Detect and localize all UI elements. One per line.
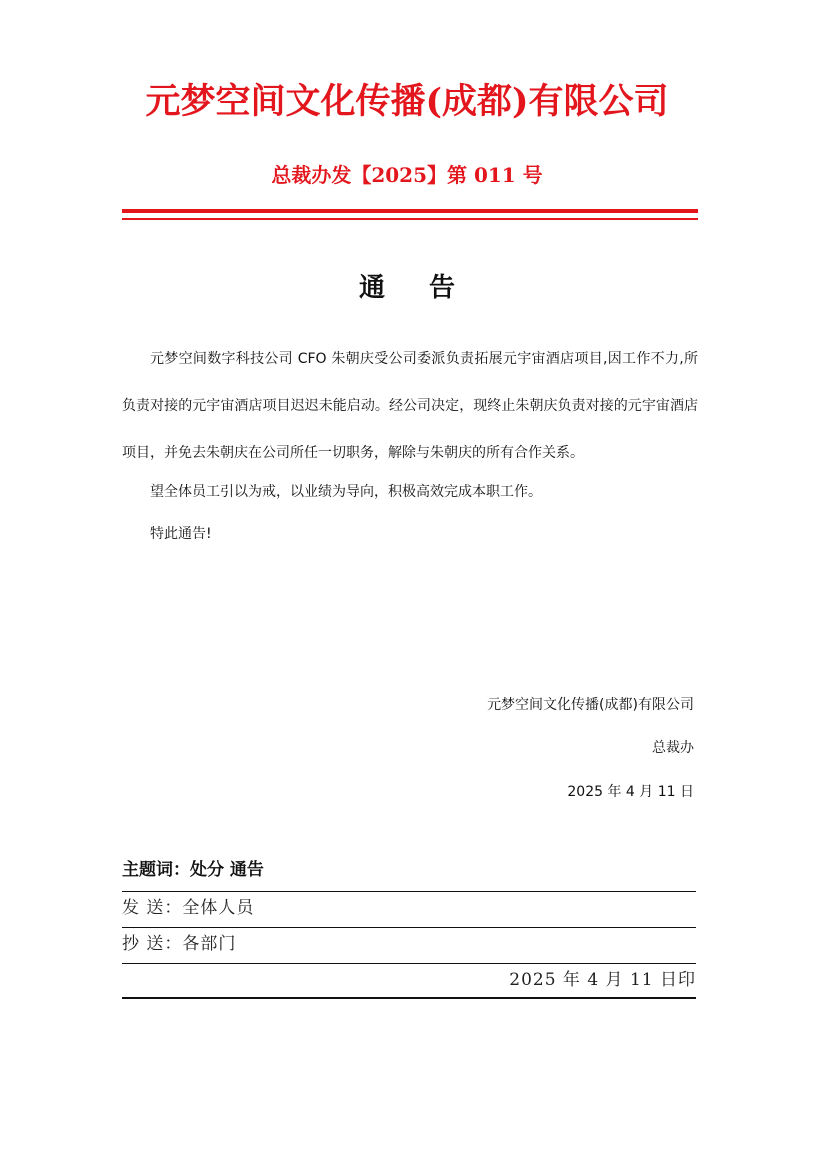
red-divider-thin bbox=[122, 218, 698, 220]
footer-rule-bottom bbox=[122, 997, 696, 999]
notice-paragraph-main: 元梦空间数字科技公司 CFO 朱朝庆受公司委派负责拓展元宇宙酒店项目,因工作不力,所负责对接的元宇宙酒店项目迟迟未能启动。经公司决定，现终止朱朝庆负责对接的元宇宙酒店项目，并免去朱朝庆在公司所任一切职务，解除与朱朝庆的所有合作关系。 bbox=[122, 351, 698, 461]
footer-rule-top bbox=[122, 891, 696, 892]
notice-paragraph-closing: 特此通告! bbox=[150, 526, 212, 542]
notice-paragraph-warning: 望全体员工引以为戒，以业绩为导向，积极高效完成本职工作。 bbox=[150, 484, 542, 500]
signature-department: 总裁办 bbox=[652, 740, 694, 756]
footer-rule-mid bbox=[122, 927, 696, 928]
send-to-row: 发 送：全体人员 bbox=[122, 898, 255, 918]
signature-organization: 元梦空间文化传播(成都)有限公司 bbox=[487, 697, 694, 713]
print-date: 2025 年 4 月 11 日印 bbox=[509, 970, 696, 990]
notice-title: 通告 bbox=[358, 273, 499, 303]
footer-rule-lower bbox=[122, 963, 696, 964]
organization-title: 元梦空间文化传播(成都)有限公司 bbox=[145, 81, 669, 122]
subject-keywords: 主题词：处分 通告 bbox=[122, 860, 264, 880]
cc-to-row: 抄 送：各部门 bbox=[122, 934, 237, 954]
signature-date: 2025 年 4 月 11 日 bbox=[567, 784, 694, 800]
document-number: 总裁办发【2025】第 011 号 bbox=[271, 163, 543, 187]
red-divider-thick bbox=[122, 209, 698, 213]
